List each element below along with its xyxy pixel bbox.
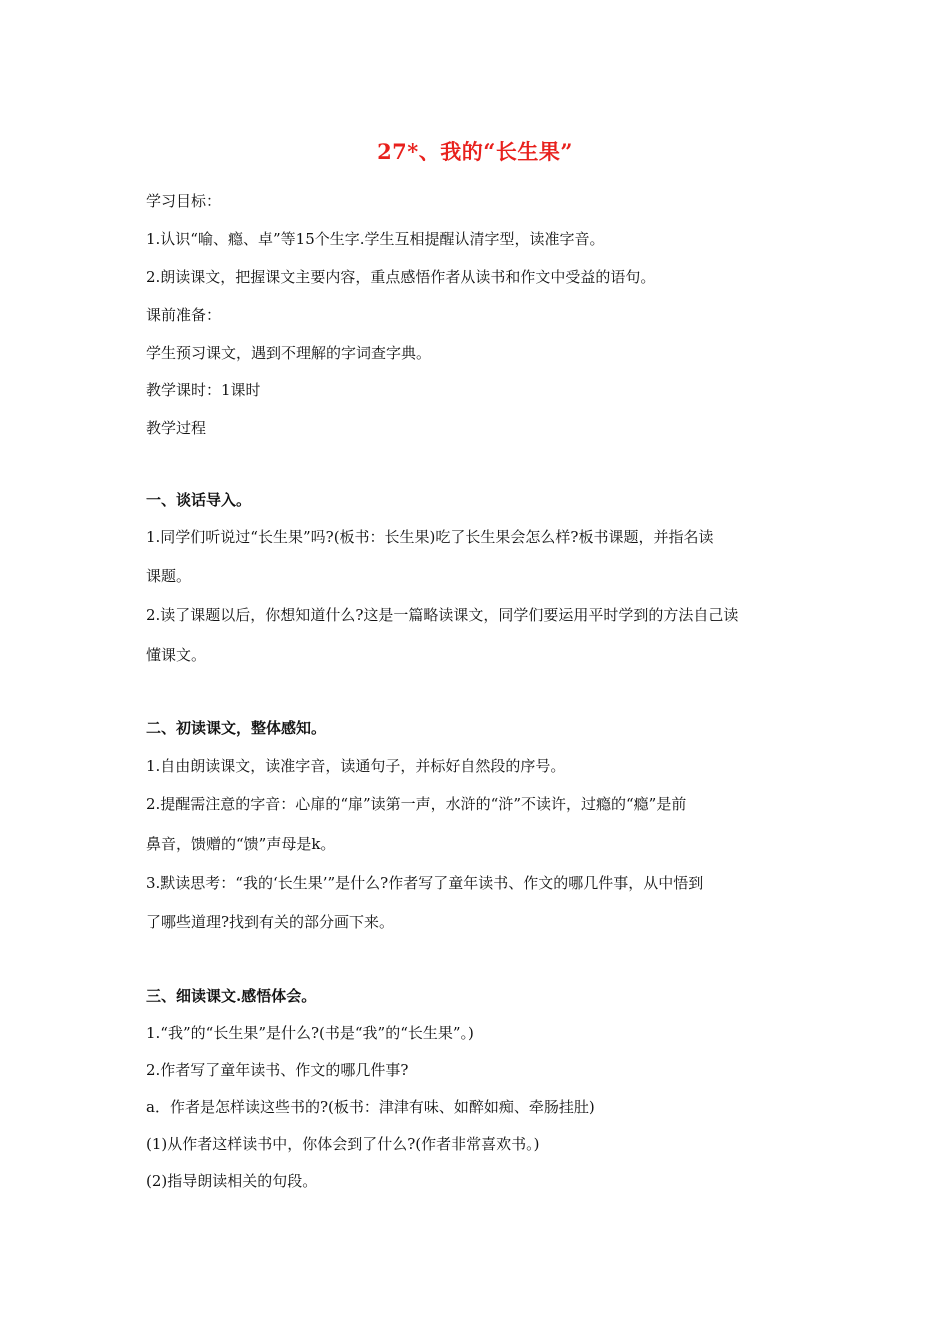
paragraph-line: 教学课时：1课时 bbox=[146, 381, 261, 399]
paragraph-line: 课题。 bbox=[146, 567, 192, 585]
paragraph-line: (1)从作者这样读书中，你体会到了什么?(作者非常喜欢书。) bbox=[146, 1135, 540, 1153]
heading-preparation: 课前准备： bbox=[146, 306, 222, 324]
paragraph-line: (2)指导朗读相关的句段。 bbox=[146, 1172, 318, 1190]
paragraph-line: a．作者是怎样读这些书的?(板书：津津有味、如醉如痴、牵肠挂肚) bbox=[146, 1098, 595, 1116]
paragraph-line: 1.认识“喻、瘾、卓”等15个生字.学生互相提醒认清字型，读准字音。 bbox=[146, 230, 605, 248]
paragraph-line: 2.读了课题以后，你想知道什么?这是一篇略读课文，同学们要运用平时学到的方法自己读 bbox=[146, 606, 739, 624]
section-heading-1: 一、谈话导入。 bbox=[146, 491, 252, 509]
heading-teaching-process: 教学过程 bbox=[146, 419, 207, 437]
heading-learning-goals: 学习目标： bbox=[146, 192, 222, 210]
section-heading-3: 三、细读课文.感悟体会。 bbox=[146, 987, 317, 1005]
paragraph-line: 鼻音，馈赠的“馈”声母是k。 bbox=[146, 835, 336, 853]
paragraph-line: 3.默读思考：“我的‘长生果’”是什么?作者写了童年读书、作文的哪几件事，从中悟到 bbox=[146, 874, 704, 892]
paragraph-line: 了哪些道理?找到有关的部分画下来。 bbox=[146, 913, 395, 931]
document-title: 27*、我的“长生果” bbox=[377, 139, 573, 164]
paragraph-line: 学生预习课文，遇到不理解的字词查字典。 bbox=[146, 344, 432, 362]
section-heading-2: 二、初读课文，整体感知。 bbox=[146, 719, 327, 737]
paragraph-line: 2.提醒需注意的字音：心扉的“扉”读第一声，水浒的“浒”不读许，过瘾的“瘾”是前 bbox=[146, 795, 687, 813]
paragraph-line: 1.“我”的“长生果”是什么?(书是“我”的“长生果”。) bbox=[146, 1024, 474, 1042]
paragraph-line: 1.同学们听说过“长生果”吗?(板书：长生果)吃了长生果会怎么样?板书课题，并指名读 bbox=[146, 528, 714, 546]
paragraph-line: 懂课文。 bbox=[146, 646, 207, 664]
paragraph-line: 2.朗读课文，把握课文主要内容，重点感悟作者从读书和作文中受益的语句。 bbox=[146, 268, 656, 286]
paragraph-line: 1.自由朗读课文，读准字音，读通句子，并标好自然段的序号。 bbox=[146, 757, 566, 775]
paragraph-line: 2.作者写了童年读书、作文的哪几件事? bbox=[146, 1061, 409, 1079]
